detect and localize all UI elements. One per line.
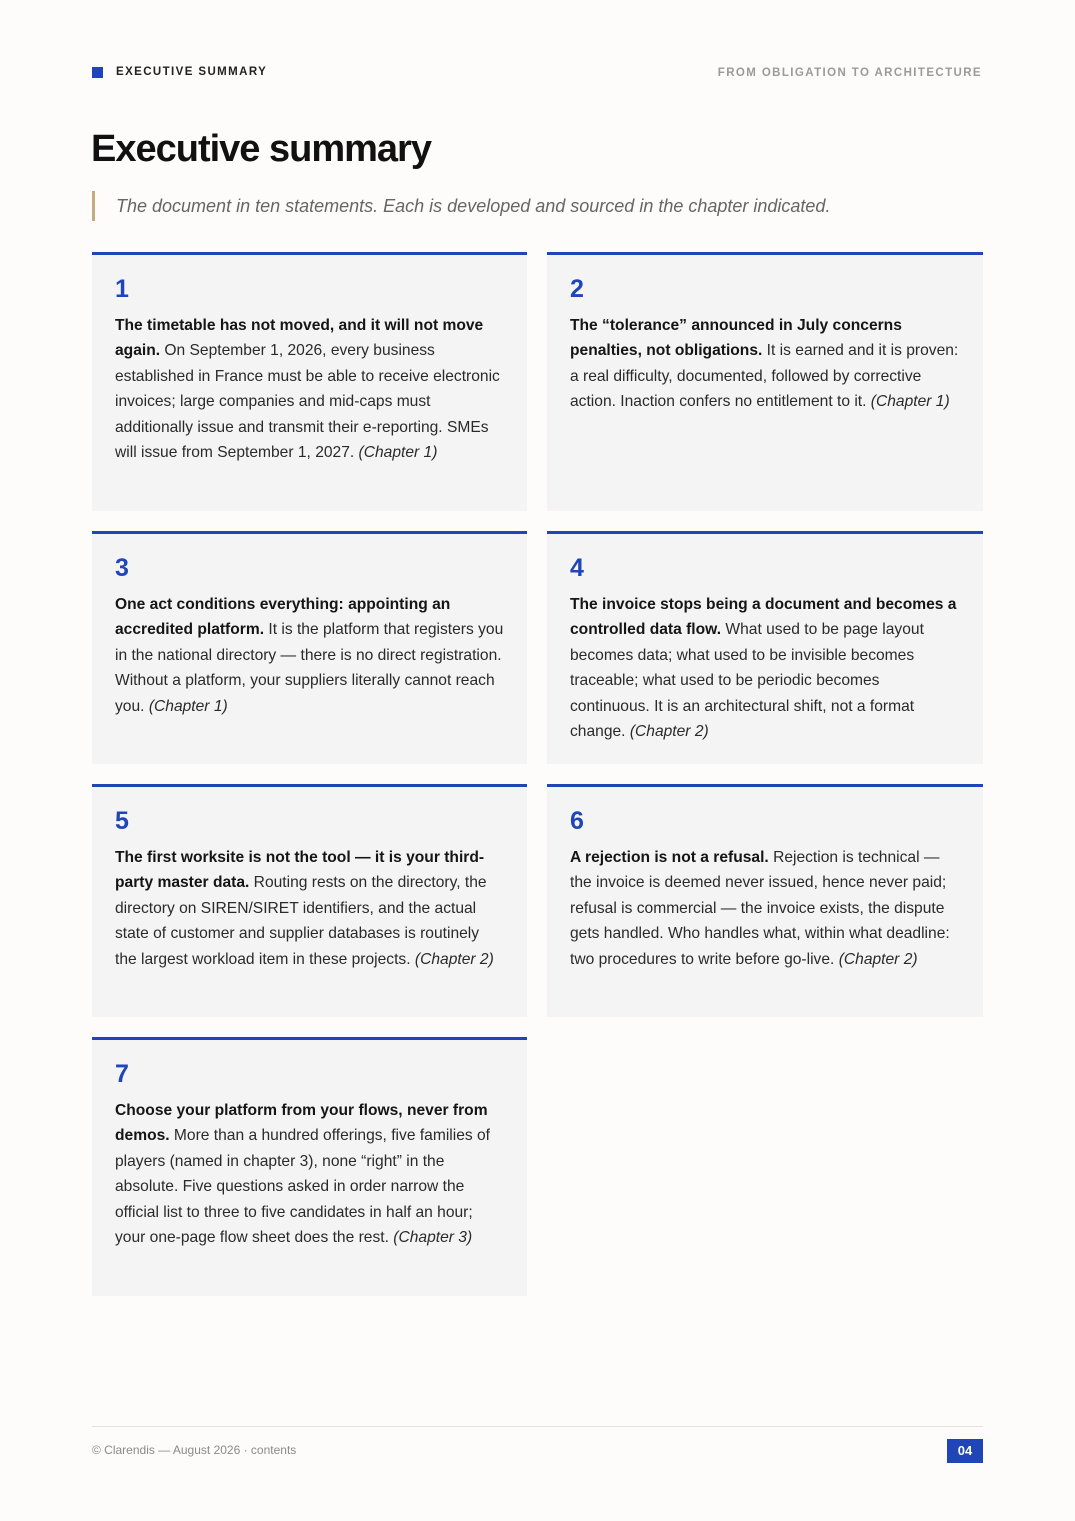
statement-number: 5 (115, 807, 129, 835)
statement-lead: A rejection is not a refusal. (570, 849, 769, 866)
footer-copyright: © Clarendis — August 2026 · contents (92, 1443, 297, 1457)
running-header-section (92, 66, 267, 78)
statement-lead: The first worksite is not the tool — it is your third-party master data. (115, 849, 485, 892)
statement-number: 4 (570, 554, 584, 582)
statement-text (115, 1098, 504, 1250)
statement-lead: The “tolerance” announced in July concerns penalties, not obligations. (570, 317, 902, 360)
statement-chapter-ref: (Chapter 1) (358, 444, 438, 462)
section-marker-icon (92, 67, 103, 78)
statement-card-2 (547, 252, 983, 511)
statement-chapter-ref: (Chapter 1) (148, 697, 228, 715)
statement-card-6 (547, 784, 983, 1017)
statement-body: Rejection is technical — the invoice is deemed never issued, hence never paid; refusal is commercial — the invoice exists, the dispute gets handled. Who handles what, within what deadline: two procedures to write before go-live. (570, 849, 950, 968)
statement-text (570, 313, 960, 415)
statement-body: It is earned and it is proven: a real difficulty, documented, followed by corrective action. Inaction confers no entitlement to it. (570, 342, 959, 411)
statement-chapter-ref: (Chapter 1) (870, 393, 950, 411)
statement-body: More than a hundred offerings, five families of players (named in chapter 3), none “right” in the absolute. Five questions asked in order narrow the official list to three to five candidates in half an hour; your one-page flow sheet does the rest. (115, 1127, 491, 1247)
statement-lead: Choose your platform from your flows, never from demos. (115, 1102, 488, 1145)
statement-lead: One act conditions everything: appointing an accredited platform. (115, 596, 451, 639)
statement-text (115, 845, 504, 972)
statement-number: 3 (115, 554, 129, 582)
statement-lead: The invoice stops being a document and becomes a controlled data flow. (570, 596, 957, 639)
statement-card-4 (547, 531, 983, 764)
statement-body: What used to be page layout becomes data; what used to be invisible becomes traceable; what used to be periodic becomes continuous. It is an architectural shift, not a format change. (570, 621, 924, 741)
statement-chapter-ref: (Chapter 2) (629, 723, 709, 741)
statement-body: Routing rests on the directory, the directory on SIREN/SIRET identifiers, and the actual state of customer and supplier databases is routinely the largest workload item in these projects. (115, 874, 487, 968)
statement-text (115, 313, 504, 465)
statement-card-7 (92, 1037, 527, 1296)
page-title: Executive summary (91, 128, 431, 170)
statement-card-1 (92, 252, 527, 511)
statement-text (115, 592, 504, 719)
statement-card-3 (92, 531, 527, 764)
statement-number: 6 (570, 807, 584, 835)
statement-card-5 (92, 784, 527, 1017)
section-label: EXECUTIVE SUMMARY (116, 66, 268, 78)
statement-number: 7 (115, 1060, 129, 1088)
footer-divider (92, 1426, 983, 1427)
statement-body: It is the platform that registers you in the national directory — there is no direct registration. Without a platform, your suppliers literally cannot reach you. (115, 621, 504, 715)
statement-chapter-ref: (Chapter 3) (393, 1229, 473, 1247)
page-subtitle: The document in ten statements. Each is developed and sourced in the chapter indicated. (92, 191, 972, 221)
page-number-badge: 04 (947, 1439, 983, 1463)
statement-chapter-ref: (Chapter 2) (414, 950, 494, 968)
statement-text (570, 845, 960, 972)
statement-lead: The timetable has not moved, and it will not move again. (115, 317, 484, 360)
statement-text (570, 592, 960, 744)
statement-number: 1 (115, 275, 129, 303)
statement-chapter-ref: (Chapter 2) (838, 950, 918, 968)
statement-body: On September 1, 2026, every business established in France must be able to receive electronic invoices; large companies and mid-caps must additionally issue and transmit their e-reporting. SMEs will issue from September 1, 2027. (115, 342, 500, 462)
statement-number: 2 (570, 275, 584, 303)
running-title: FROM OBLIGATION TO ARCHITECTURE (717, 67, 982, 79)
